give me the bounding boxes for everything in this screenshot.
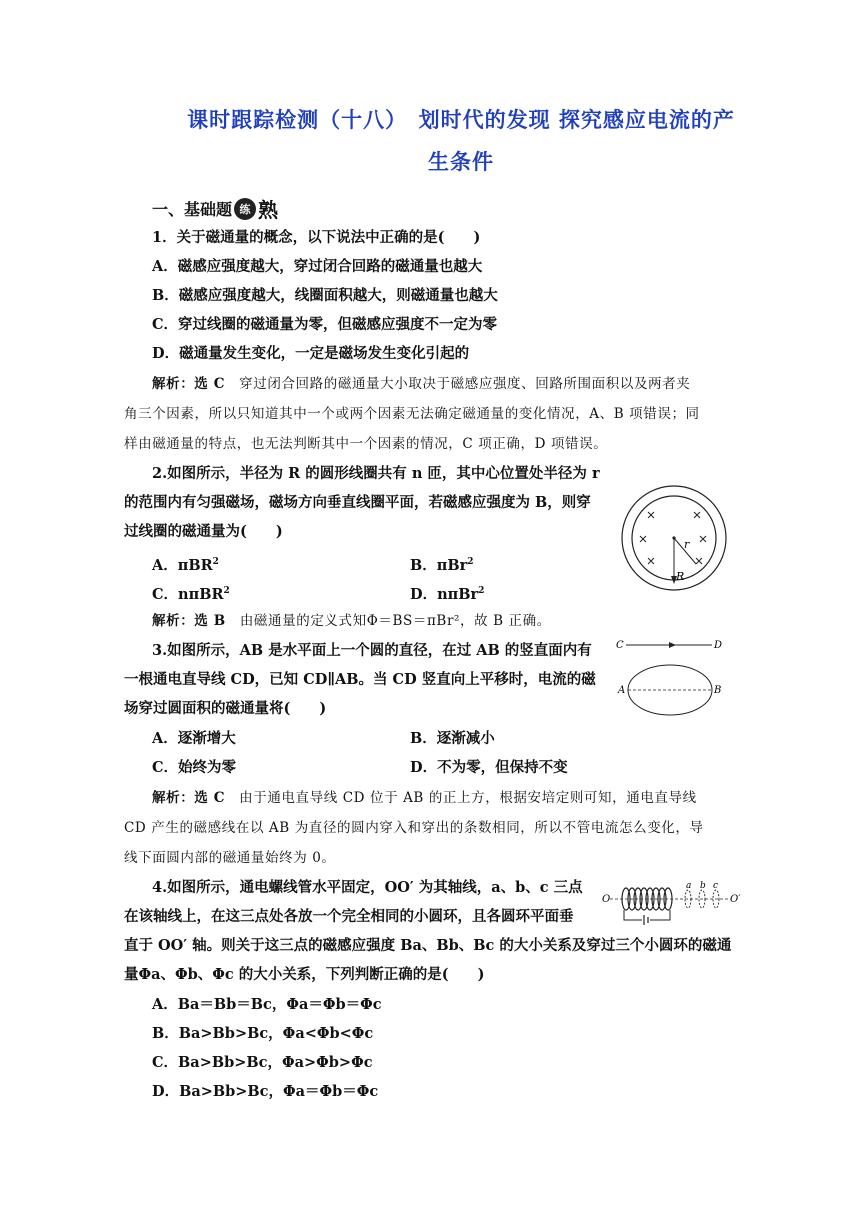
q3-stem-3: 场穿过圆面积的磁通量将( ) [124, 700, 327, 717]
q1-analysis-2: 角三个因素，所以只知道其中一个或两个因素无法确定磁通量的变化情况，A、B 项错误；同 [124, 406, 700, 422]
label-R: R [676, 570, 685, 583]
q4-option-b: B．Ba>Bb>Bc，Φa<Φb<Φc [152, 1025, 374, 1042]
page-title-line2: 生条件 [428, 150, 494, 174]
q1-option-b: B．磁感应强度越大，线圈面积越大，则磁通量也越大 [152, 287, 498, 304]
page-title: 课时跟踪检测（十八） 划时代的发现 探究感应电流的产 [187, 108, 735, 132]
q4-figure [602, 878, 742, 926]
q4-stem-1: 4.如图所示，通电螺线管水平固定，OO′ 为其轴线，a、b、c 三点 [152, 879, 583, 896]
q2-option-b: B．πBr$^2$ [410, 556, 474, 574]
section-title: 一、基础题 [152, 200, 233, 219]
q2-answer-label: 解析：选 B [152, 613, 226, 629]
q3-analysis-3: 线下面圆内部的磁通量始终为 0。 [124, 850, 336, 866]
q4-stem-3: 直于 OO′ 轴。则关于这三点的磁感应强度 Ba、Bb、Bc 的大小关系及穿过三个小圆环的磁通 [124, 937, 732, 954]
section-big-char: 熟 [258, 198, 279, 222]
q3-analysis-1: 解析：选 C 由于通电直导线 CD 位于 AB 的正上方，根据安培定则可知，通电直导线 [152, 790, 697, 806]
q3-analysis-2: CD 产生的磁感线在以 AB 为直径的圆内穿入和穿出的条数相同，所以不管电流怎么变化，导 [124, 820, 704, 836]
label-b: b [700, 881, 706, 891]
q3-stem-1: 3.如图所示，AB 是水平面上一个圆的直径，在过 AB 的竖直面内有 [152, 642, 592, 659]
label-c: c [713, 881, 719, 891]
q1-analysis-1: 解析：选 C 穿过闭合回路的磁通量大小取决于磁感应强度、回路所围面积以及两者夹 [152, 376, 691, 392]
q3-option-c: C．始终为零 [152, 759, 237, 776]
q3-stem-2: 一根通电直导线 CD，已知 CD∥AB。当 CD 竖直向上平移时，电流的磁 [124, 671, 596, 688]
q3-option-b: B．逐渐减小 [410, 730, 495, 747]
q3-figure [614, 632, 734, 722]
label-C: C [616, 640, 624, 651]
label-O: O [602, 894, 611, 905]
label-A: A [618, 685, 626, 696]
q4-stem-4: 量Φa、Φb、Φc 的大小关系，下列判断正确的是( ) [124, 966, 485, 983]
q1-option-a: A．磁感应强度越大，穿过闭合回路的磁通量也越大 [152, 258, 483, 275]
label-r: r [684, 538, 690, 551]
q1-option-c: C．穿过线圈的磁通量为零，但磁感应强度不一定为零 [152, 316, 498, 333]
q3-option-d: D．不为零，但保持不变 [410, 759, 568, 776]
q4-option-c: C．Ba>Bb>Bc，Φa>Φb>Φc [152, 1054, 373, 1071]
q1-analysis-3: 样由磁通量的特点，也无法判断其中一个因素的情况，C 项正确，D 项错误。 [124, 436, 608, 452]
q4-stem-2: 在该轴线上，在这三点处各放一个完全相同的小圆环，且各圆环平面垂 [124, 908, 574, 925]
section-heading [152, 194, 278, 223]
q2-option-c: C．nπBR$^2$ [152, 585, 230, 603]
q3-option-a: A．逐渐增大 [152, 730, 236, 747]
q2-stem-3: 过线圈的磁通量为( ) [124, 523, 283, 540]
q2-stem-1: 2.如图所示，半径为 R 的圆形线圈共有 n 匝，其中心位置处半径为 r [152, 465, 600, 482]
label-B: B [714, 685, 722, 696]
label-a: a [686, 881, 692, 891]
q2-analysis: 解析：选 B 由磁通量的定义式知Φ＝BS＝πBr²，故 B 正确。 [152, 613, 551, 629]
q1-answer-label: 解析：选 C [152, 376, 226, 392]
label-D: D [714, 640, 723, 651]
q2-option-a: A．πBR$^2$ [152, 556, 219, 574]
q2-figure [612, 484, 736, 596]
label-O-prime: O′ [730, 894, 741, 905]
q3-answer-label: 解析：选 C [152, 790, 226, 806]
q2-option-d: D．nπBr$^2$ [410, 585, 485, 603]
q1-stem: 1．关于磁通量的概念，以下说法中正确的是( ) [152, 229, 481, 246]
section-badge: 练 [234, 198, 256, 220]
q4-option-d: D．Ba>Bb>Bc，Φa＝Φb＝Φc [152, 1083, 379, 1100]
q4-option-a: A．Ba＝Bb＝Bc，Φa＝Φb＝Φc [152, 996, 382, 1013]
q1-option-d: D．磁通量发生变化，一定是磁场发生变化引起的 [152, 345, 470, 362]
q2-stem-2: 的范围内有匀强磁场，磁场方向垂直线圈平面，若磁感应强度为 B，则穿 [124, 494, 591, 511]
